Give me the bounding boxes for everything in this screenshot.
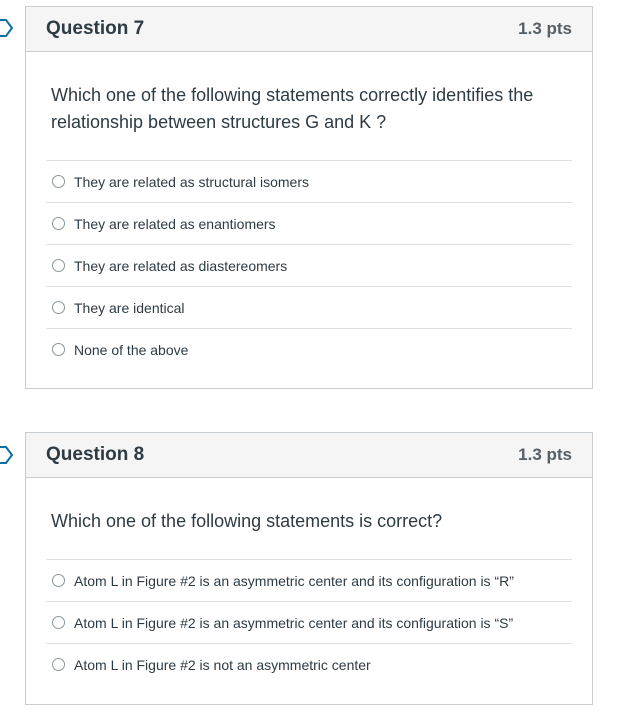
- radio-button[interactable]: [52, 301, 65, 314]
- answer-label[interactable]: Atom L in Figure #2 is not an asymmetric center: [74, 656, 371, 673]
- flag-question-icon[interactable]: [0, 19, 14, 37]
- answer-option[interactable]: [46, 286, 572, 328]
- question-text: [46, 508, 572, 535]
- question-title: Question 8: [46, 444, 145, 465]
- answer-option[interactable]: [46, 328, 572, 370]
- question-title: Question 7: [46, 18, 145, 39]
- question-points: 1.3 pts: [518, 19, 572, 38]
- answer-option[interactable]: [46, 559, 572, 601]
- question-text-content: Which one of the following statements is correct?: [51, 511, 443, 531]
- answer-label[interactable]: They are related as enantiomers: [74, 215, 276, 232]
- answer-option[interactable]: [46, 244, 572, 286]
- question-text: [46, 82, 572, 136]
- answer-option[interactable]: [46, 643, 572, 685]
- question-body: [26, 82, 592, 370]
- radio-button[interactable]: [52, 574, 65, 587]
- question-text-content: Which one of the following statements correctly identifies the relationship between structures G and K ?: [51, 85, 534, 132]
- radio-button[interactable]: [52, 343, 65, 356]
- radio-button[interactable]: [52, 658, 65, 671]
- answer-list: [46, 160, 572, 370]
- question-8: [25, 432, 593, 705]
- question-header: [26, 7, 592, 52]
- radio-button[interactable]: [52, 259, 65, 272]
- radio-button[interactable]: [52, 616, 65, 629]
- answer-label[interactable]: Atom L in Figure #2 is an asymmetric center and its configuration is “S”: [74, 614, 514, 631]
- radio-button[interactable]: [52, 175, 65, 188]
- answer-option[interactable]: [46, 202, 572, 244]
- question-points: 1.3 pts: [518, 445, 572, 464]
- answer-label[interactable]: They are related as diastereomers: [74, 257, 288, 274]
- answer-label[interactable]: They are identical: [74, 299, 185, 316]
- answer-label[interactable]: Atom L in Figure #2 is an asymmetric center and its configuration is “R”: [74, 572, 514, 589]
- answer-option[interactable]: [46, 601, 572, 643]
- answer-option[interactable]: [46, 160, 572, 202]
- answer-list: [46, 559, 572, 685]
- question-header: [26, 433, 592, 478]
- answer-label[interactable]: They are related as structural isomers: [74, 173, 309, 190]
- answer-label[interactable]: None of the above: [74, 341, 189, 358]
- radio-button[interactable]: [52, 217, 65, 230]
- question-body: [26, 508, 592, 685]
- question-7: [25, 6, 593, 389]
- flag-question-icon[interactable]: [0, 446, 14, 464]
